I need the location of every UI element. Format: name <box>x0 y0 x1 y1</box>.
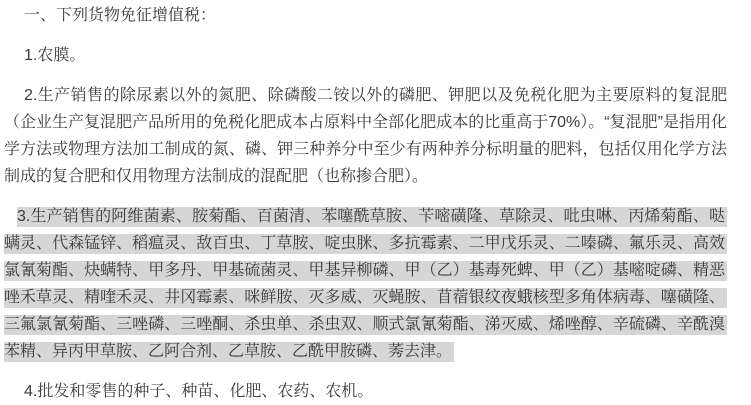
paragraph-item-4: 4.批发和零售的种子、种苗、化肥、农药、农机。 <box>24 383 374 400</box>
paragraph-item-1: 1.农膜。 <box>24 47 86 64</box>
paragraph-item-2: 2.生产销售的除尿素以外的氮肥、除磷酸二铵以外的磷肥、钾肥以及免税化肥为主要原料的复混肥（企业生产复混肥产品所用的免税化肥成本占原料中全部化肥成本的比重高于70%）。“复混肥”是指用化学方法或物理方法加工制成的氮、磷、钾三种养分中至少有两种养分标明量的肥料，包括仅用化学方法制成的复合肥和仅用物理方法制成的混配肥（也称掺合肥）。 <box>4 87 727 185</box>
paragraph-item-3 <box>4 203 727 365</box>
section-heading: 一、下列货物免征增值税： <box>24 7 217 24</box>
selected-text-highlight: 3.生产销售的阿维菌素、胺菊酯、百菌清、苯噻酰草胺、苄嘧磺隆、草除灵、吡虫啉、丙烯菊酯、哒螨灵、代森锰锌、稻瘟灵、敌百虫、丁草胺、啶虫脒、多抗霉素、二甲戊乐灵、二嗪磷、氟乐灵、高效氯氰菊酯、炔螨特、甲多丹、甲基硫菌灵、甲基异柳磷、甲（乙）基毒死蜱、甲（乙）基嘧啶磷、精恶唑禾草灵、精喹禾灵、井冈霉素、咪鲜胺、灭多威、灭蝇胺、苜蓿银纹夜蛾核型多角体病毒、噻磺隆、三氟氯氰菊酯、三唑磷、三唑酮、杀虫单、杀虫双、顺式氯氰菊酯、涕灭威、烯唑醇、辛硫磷、辛酰溴苯精、异丙甲草胺、乙阿合剂、乙草胺、乙酰甲胺磷、莠去津。 <box>4 208 725 360</box>
